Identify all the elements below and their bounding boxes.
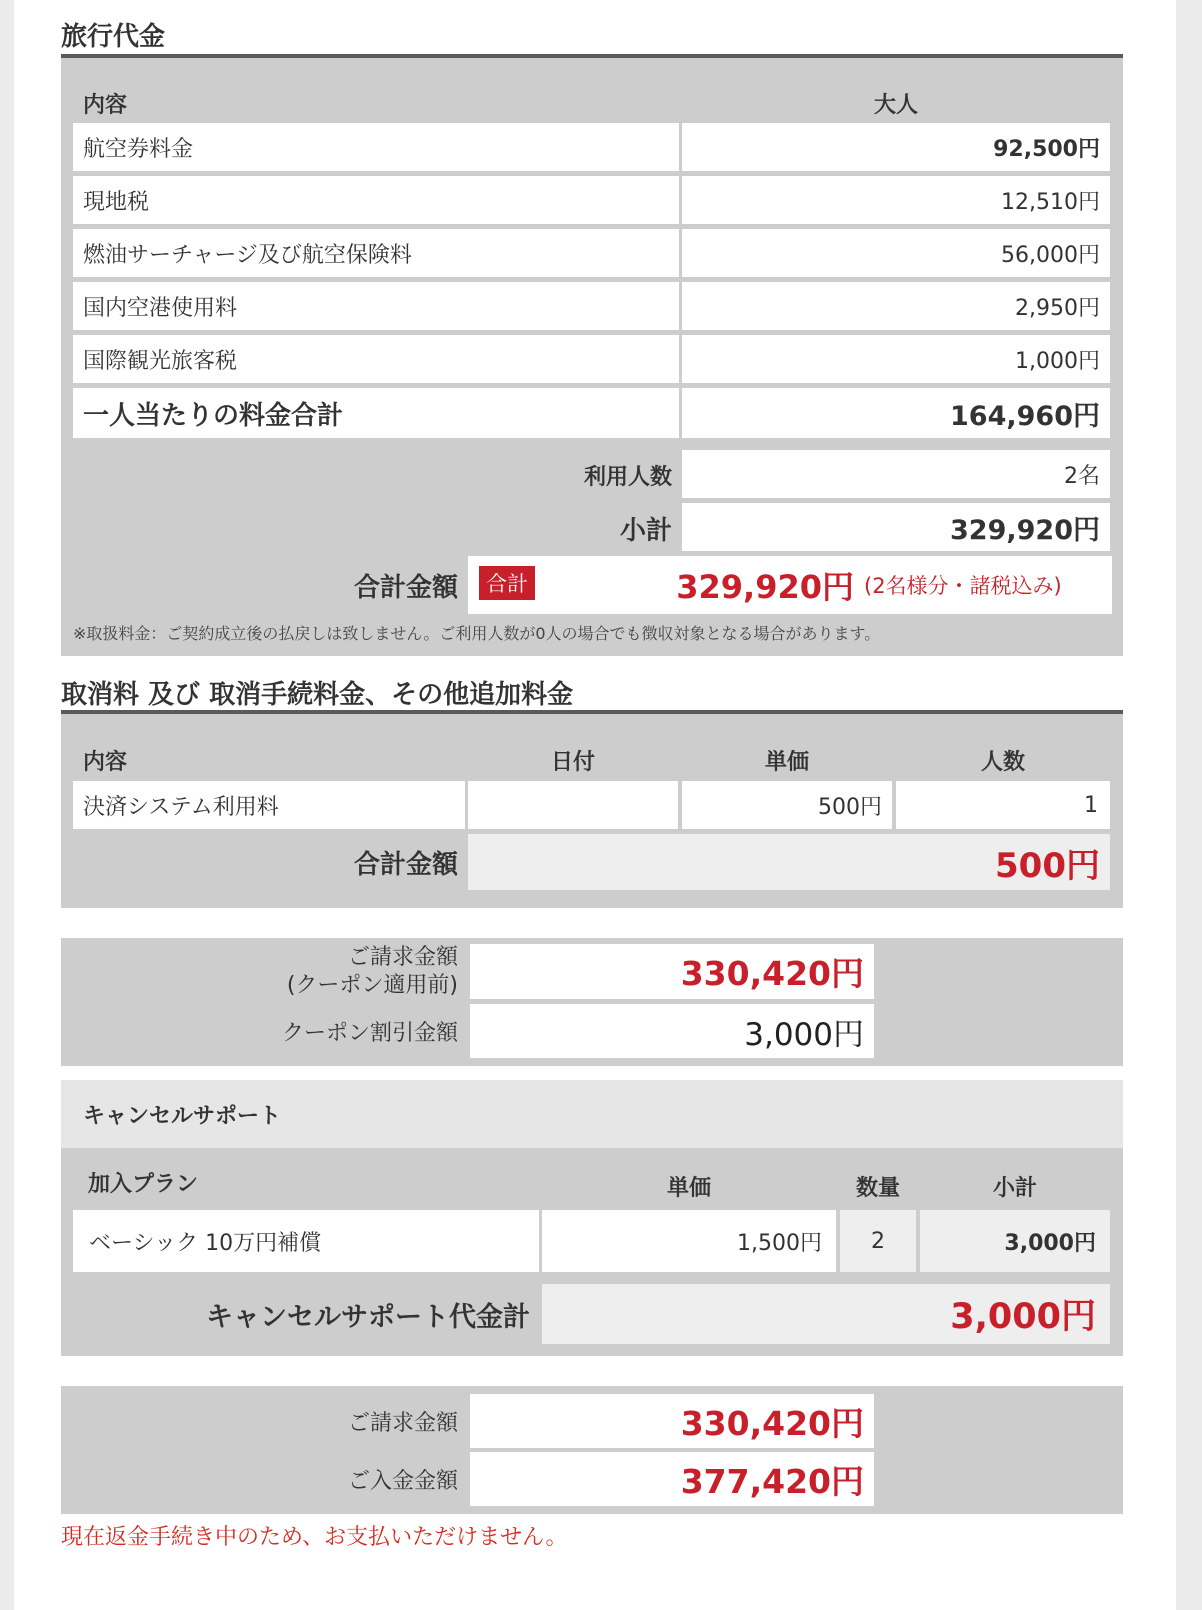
subtotal-label: 小計 [619, 515, 672, 546]
cancel-col-count: 人数 [980, 749, 1025, 775]
fare-row-label: 現地税 [73, 176, 679, 224]
fare-row-value: 1,000円 [682, 335, 1110, 383]
support-col-unit: 単価 [666, 1175, 711, 1201]
fare-col-adult: 大人 [873, 92, 918, 118]
cancel-col-unit: 単価 [764, 749, 809, 775]
cancel-col-content: 内容 [83, 749, 128, 775]
billed-label-line1: ご請求金額 [347, 945, 458, 970]
cancel-row-date [468, 781, 678, 829]
fare-section-title: 旅行代金 [61, 22, 166, 52]
fare-row-value: 12,510円 [682, 176, 1110, 224]
coupon-discount-value: 3,000円 [470, 1004, 874, 1058]
final-billed-value: 330,420円 [470, 1394, 874, 1448]
cancel-col-date: 日付 [550, 749, 595, 775]
fare-col-content: 内容 [83, 92, 128, 118]
cancel-row-count: 1 [896, 781, 1110, 829]
fare-row-value: 92,500円 [682, 123, 1110, 171]
cancel-fees-section-title: 取消料 及び 取消手続料金、その他追加料金 [61, 680, 574, 710]
cancel-support-total-label: キャンセルサポート代金計 [206, 1301, 530, 1333]
paid-amount-label: ご入金金額 [347, 1468, 458, 1494]
support-col-plan: 加入プラン [88, 1171, 199, 1197]
per-person-total-value: 164,960円 [682, 388, 1110, 438]
cancel-support-total-value: 3,000円 [542, 1284, 1110, 1344]
final-billed-label: ご請求金額 [347, 1410, 458, 1436]
cancel-total-value: 500円 [468, 834, 1110, 890]
fare-row-label: 国際観光旅客税 [73, 335, 679, 383]
total-badge: 合計 [479, 566, 535, 600]
page [14, 0, 1176, 1610]
cancel-total-label: 合計金額 [353, 849, 458, 880]
refund-notice: 現在返金手続き中のため、お支払いただけません。 [61, 1524, 568, 1550]
billed-label-line2: (クーポン適用前) [286, 973, 458, 998]
fare-total-note: (2名様分・諸税込み) [864, 574, 1062, 598]
fare-total-label: 合計金額 [353, 572, 458, 603]
handling-fee-note: ※取扱料金：ご契約成立後の払戻しは致しません。ご利用人数が0人の場合でも徴収対象となる場合があります。 [73, 623, 881, 643]
fare-row-label: 燃油サーチャージ及び航空保険料 [73, 229, 679, 277]
paid-amount-value: 377,420円 [470, 1452, 874, 1506]
pax-count-value: 2名 [682, 450, 1110, 498]
cancel-support-title: キャンセルサポート [61, 1080, 1123, 1148]
billed-before-coupon-label [164, 944, 458, 1000]
support-row-plan: ベーシック 10万円補償 [73, 1210, 539, 1272]
subtotal-value: 329,920円 [682, 503, 1110, 551]
billed-before-coupon-value: 330,420円 [470, 944, 874, 999]
fare-row-value: 56,000円 [682, 229, 1110, 277]
per-person-total-label: 一人当たりの料金合計 [73, 388, 679, 438]
coupon-discount-label: クーポン割引金額 [281, 1020, 458, 1046]
support-row-qty: 2 [840, 1210, 916, 1272]
support-col-subtotal: 小計 [992, 1175, 1037, 1201]
fare-total-value: 329,920円 [676, 568, 854, 606]
cancel-row-content: 決済システム利用料 [73, 781, 465, 829]
fare-row-label: 航空券料金 [73, 123, 679, 171]
fare-row-value: 2,950円 [682, 282, 1110, 330]
support-row-subtotal: 3,000円 [920, 1210, 1110, 1272]
support-col-qty: 数量 [855, 1175, 900, 1201]
fare-row-label: 国内空港使用料 [73, 282, 679, 330]
pax-count-label: 利用人数 [583, 464, 672, 490]
cancel-row-unit: 500円 [682, 781, 892, 829]
support-row-unit: 1,500円 [542, 1210, 836, 1272]
